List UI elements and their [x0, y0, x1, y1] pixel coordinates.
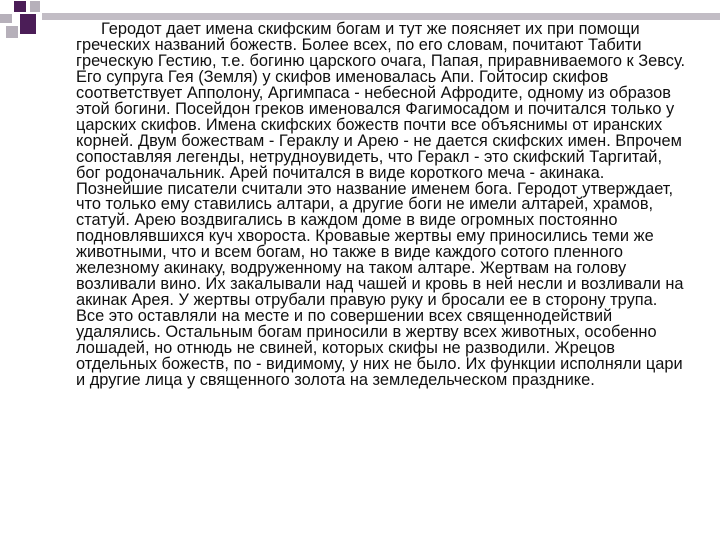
decor-square-light — [6, 26, 18, 38]
decor-square-light — [30, 1, 40, 12]
decor-square-dark — [20, 14, 36, 34]
body-paragraph: Геродот дает имена скифским богам и тут же поясняет их при помощи греческих названий божеств. Более всех, по его словам, почитают Табити греческую Гестию, т.е. богиню царского очага, Папая, приравниваемого к Зевсу. Его супруга Гея (Земля) у скифов именовалась Апи. Гойтосир скифов соответствует Апполону, Аргимпаса - небесной Афродите, одному из образов этой богини. Посейдон греков именовался Фагимосадом и почитался только у царских скифов. Имена скифских божеств почти все объяснимы от иранских корней. Двум божествам - Гераклу и Арею - не дается скифских имен. Впрочем сопоставляя легенды, нетрудноувидеть, что Геракл - это скифский Таргитай, бог родоначальник. Арей почитался в виде короткого меча - акинака. Познейшие писатели считали это название именем бога. Геродот утверждает, что только ему ставились алтари, а другие боги не имели алтарей, храмов, статуй. Арею воздвигались в каждом доме в виде огромных постоянно подновлявшихся куч хвороста. Кровавые жертвы ему приносились теми же животными, что и всем богам, но также в виде каждого сотого пленного железному акинаку, водруженному на таком алтаре. Жертвам на голову возливали вино. Их закалывали над чашей и кровь в ней несли и возливали на акинак Арея. У жертвы отрубали правую руку и бросали ее в сторону трупа. Все это оставляли на месте и по совершении всех священнодействий удалялись. Остальным богам приносили в жертву всех животных, особенно лошадей, но отнюдь не свиней, которых скифы не разводили. Жрецов отдельных божеств, по - видимому, у них не было. Их функции исполняли цари и другие лица у священного золота на земледельческом празднике. — [76, 20, 686, 389]
header-band — [42, 13, 720, 20]
decor-square-dark — [14, 1, 26, 12]
decor-square-light — [0, 14, 12, 23]
